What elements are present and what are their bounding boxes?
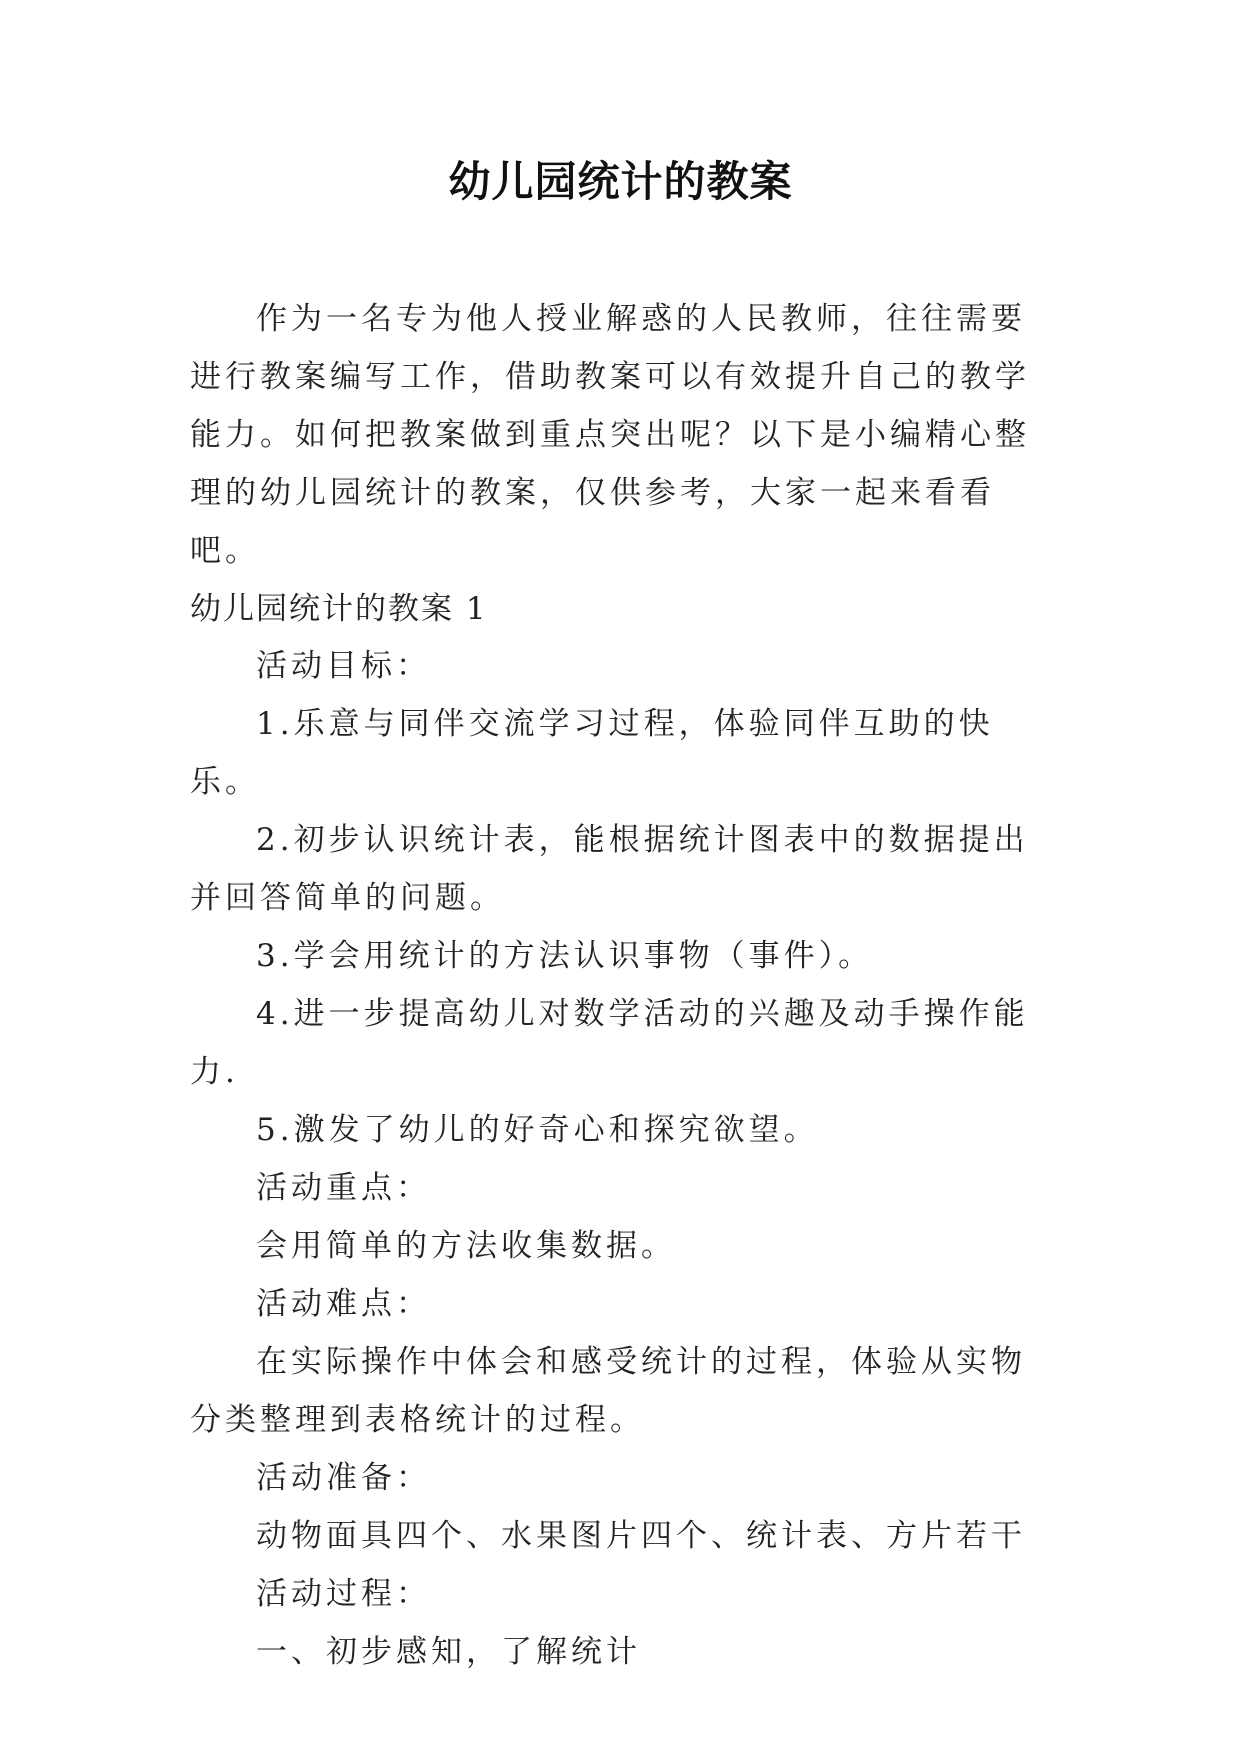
paragraph-key-points: 会用简单的方法收集数据。 [256,1228,676,1264]
paragraph-goal-1: 1.乐意与同伴交流学习过程，体验同伴互助的快乐。 [190,706,994,800]
section-heading: 幼儿园统计的教案 1 [190,591,488,627]
paragraph-process-heading: 活动过程： [256,1576,431,1612]
paragraph-process-step-1: 一、初步感知，了解统计 [256,1634,641,1670]
intro-paragraph: 作为一名专为他人授业解惑的人民教师，往往需要进行教案编写工作，借助教案可以有效提升自己的教学能力。如何把教案做到重点突出呢？以下是小编精心整理的幼儿园统计的教案，仅供参考，大家一起来看看吧。 [190,301,1030,569]
paragraph-difficulties-heading: 活动难点： [256,1286,431,1322]
paragraph-key-points-heading: 活动重点： [256,1170,431,1206]
paragraph-goal-3: 3.学会用统计的方法认识事物（事件）。 [256,938,874,974]
paragraph-preparation-heading: 活动准备： [256,1460,431,1496]
paragraph-activity-goals-heading: 活动目标： [256,648,431,684]
paragraph-goal-2: 2.初步认识统计表，能根据统计图表中的数据提出并回答简单的问题。 [190,822,1029,916]
paragraph-goal-4: 4.进一步提高幼儿对数学活动的兴趣及动手操作能力. [190,996,1029,1090]
paragraph-difficulties: 在实际操作中体会和感受统计的过程，体验从实物分类整理到表格统计的过程。 [190,1344,1026,1438]
section-content [190,637,1060,1681]
document-title: 幼儿园统计的教案 [448,157,793,206]
paragraph-goal-5: 5.激发了幼儿的好奇心和探究欲望。 [256,1112,819,1148]
paragraph-preparation: 动物面具四个、水果图片四个、统计表、方片若干 [256,1518,1026,1554]
